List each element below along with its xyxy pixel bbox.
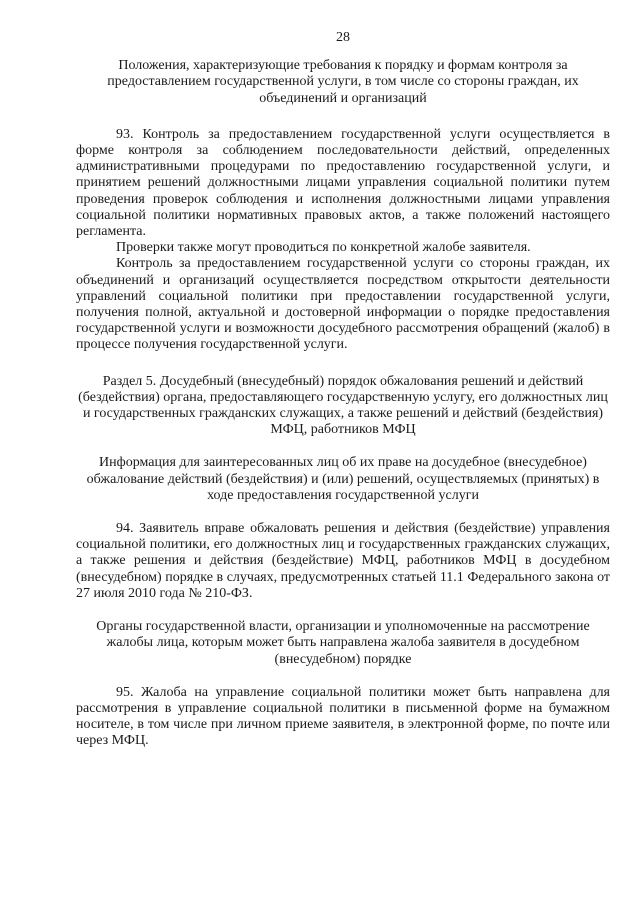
paragraph-94: 94. Заявитель вправе обжаловать решения и действия (бездействие) управления социальной политики, его должностных лиц и государственных гражданских служащих, а также решения и действия (бездействие) МФЦ, работников МФЦ в досудебном (внесудебном) порядке в случаях, предусмотренных статьей 11.1 Федерального закона от 27 июля 2010 года № 210-ФЗ.	[76, 521, 610, 601]
heading-appeal-bodies: Органы государственной власти, организации и уполномоченные на рассмотрение жалобы лица, которым может быть направлена жалоба заявителя в досудебном (внесудебном) порядке	[96, 619, 590, 667]
section-5-heading: Раздел 5. Досудебный (внесудебный) порядок обжалования решений и действий (бездействия) органа, предоставляющего государственную услугу, его должностных лиц и государственных гражданских служащих, а также решений и действий (бездействия) МФЦ, работников МФЦ	[78, 373, 608, 438]
paragraph-95: 95. Жалоба на управление социальной политики может быть направлена для рассмотрения в управление социальной политики в письменной форме на бумажном носителе, в том числе при личном приеме заявителя, в электронной форме, по почте или через МФЦ.	[76, 684, 610, 749]
heading-control-provisions: Положения, характеризующие требования к порядку и формам контроля за предоставлением государственной услуги, в том числе со стороны граждан, их объединений и организаций	[107, 58, 579, 106]
paragraph-93-checks: Проверки также могут проводиться по конкретной жалобе заявителя.	[116, 240, 531, 256]
paragraph-93: 93. Контроль за предоставлением государственной услуги осуществляется в форме контроля за соблюдением последовательности действий, определенных административными процедурами по предоставлению государственной услуги, и принятием решений должностными лицами управления социальной политики путем проведения проверок соблюдения и исполнения должностными лицами управления социальной политики нормативных правовых актов, а также положений настоящего регламента.	[76, 126, 610, 240]
page-number: 28	[336, 30, 350, 45]
document-page	[76, 30, 610, 750]
paragraph-93-citizen-control: Контроль за предоставлением государственной услуги со стороны граждан, их объединений и организаций осуществляется посредством открытости деятельности управлений социальной политики при предоставлении государственной услуги, получения полной, актуальной и достоверной информации о порядке предоставления государственной услуги и возможности досудебного рассмотрения обращений (жалоб) в процессе получения государственной услуги.	[76, 256, 610, 353]
heading-appeal-info: Информация для заинтересованных лиц об их праве на досудебное (внесудебное) обжалование действий (бездействия) и (или) решений, осуществляемых (принятых) в ходе предоставления государственной услуги	[86, 455, 600, 503]
